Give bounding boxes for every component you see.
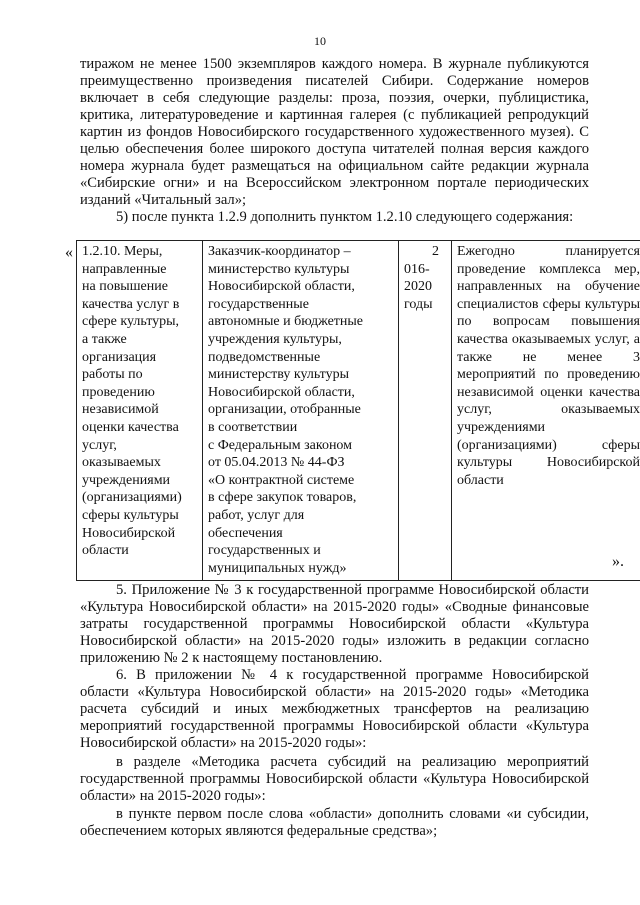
- page-number: 10: [314, 34, 326, 48]
- section-text: в разделе «Методика расчета субсидий на реализацию мероприятий государственной программы Новосибирской области «Культура Новосибирской области» на 2015-2020 годы»:: [80, 754, 589, 804]
- executor-cell: Заказчик-координатор – министерство культуры Новосибирской области, государственные автономные и бюджетные учреждения культуры, подведомственные министерству культуры Новосибирской области, организации, отобранные в соответствии с Федеральным законом от 05.04.2013 № 44-ФЗ «О контрактной системе в сфере закупок товаров, работ, услуг для обеспечения государственных и муниципальных нужд»: [203, 241, 399, 581]
- item-5-paragraph: [80, 209, 589, 226]
- paragraph-appendix-3: [80, 582, 589, 667]
- paragraph-point-1: [80, 806, 589, 840]
- appendix-3-text: 5. Приложение № 3 к государственной программе Новосибирской области «Культура Новосибирской области» на 2015-2020 годы» «Сводные финансовые затраты государственной программы Новосибирской области «Культура Новосибирской области» на 2015-2020 годы» изложить в редакции согласно приложению № 2 к настоящему постановлению.: [80, 582, 589, 666]
- closing-quote-mark: ».: [612, 553, 624, 570]
- point-1-text: в пункте первом после слова «области» дополнить словами «и субсидии, обеспечением которых являются федеральные средства»;: [80, 806, 589, 839]
- opening-quote-mark: «: [65, 244, 73, 261]
- measure-table: [76, 240, 640, 581]
- intro-paragraph: тиражом не менее 1500 экземпляров каждого номера. В журнале публикуются преимущественно произведения писателей Сибири. Содержание номеров включает в себя следующие разделы: проза, поэзия, очерки, публицистика, критика, литературоведение и картинная галерея (с публикацией репродукций картин из фондов Новосибирского государственного художественного музея). С целью обеспечения более широкого доступа читателей полная версия каждого номера журнала будет размещаться на официальном сайте редакции журнала «Сибирские огни» и на Всероссийском электронном портале периодических изданий «Читальный зал»;: [80, 56, 589, 208]
- measure-name-cell: 1.2.10. Меры, направленные на повышение качества услуг в сфере культуры, а также организация работы по проведению независимой оценки качества услуг, оказываемых учреждениями (организациями) сферы культуры Новосибирской области: [77, 241, 203, 581]
- table-row: [77, 241, 640, 581]
- item-5-text: 5) после пункта 1.2.9 дополнить пунктом 1.2.10 следующего содержания:: [116, 209, 574, 225]
- period-cell: [399, 241, 452, 581]
- expected-result-cell: Ежегодно планируется проведение комплекса мер, направленных на обучение специалистов сферы культуры по вопросам повышения качества оказываемых услуг, а также не менее 3 мероприятий по проведению независимой оценки качества услуг, оказываемых учреждениями (организациями) сферы культуры Новосибирской области: [452, 241, 640, 581]
- period-years: 016- 2020 годы: [404, 261, 433, 312]
- appendix-4-text: 6. В приложении № 4 к государственной программе Новосибирской области «Культура Новосибирской области» на 2015-2020 годы» «Методика расчета субсидий и иных межбюджетных трансфертов на реализацию мероприятий государственной программы Новосибирской области «Культура Новосибирской области» на 2015-2020 годы»:: [80, 667, 589, 751]
- paragraph-appendix-4: [80, 667, 589, 752]
- paragraph-section: [80, 754, 589, 805]
- period-first-digit: 2: [432, 244, 439, 259]
